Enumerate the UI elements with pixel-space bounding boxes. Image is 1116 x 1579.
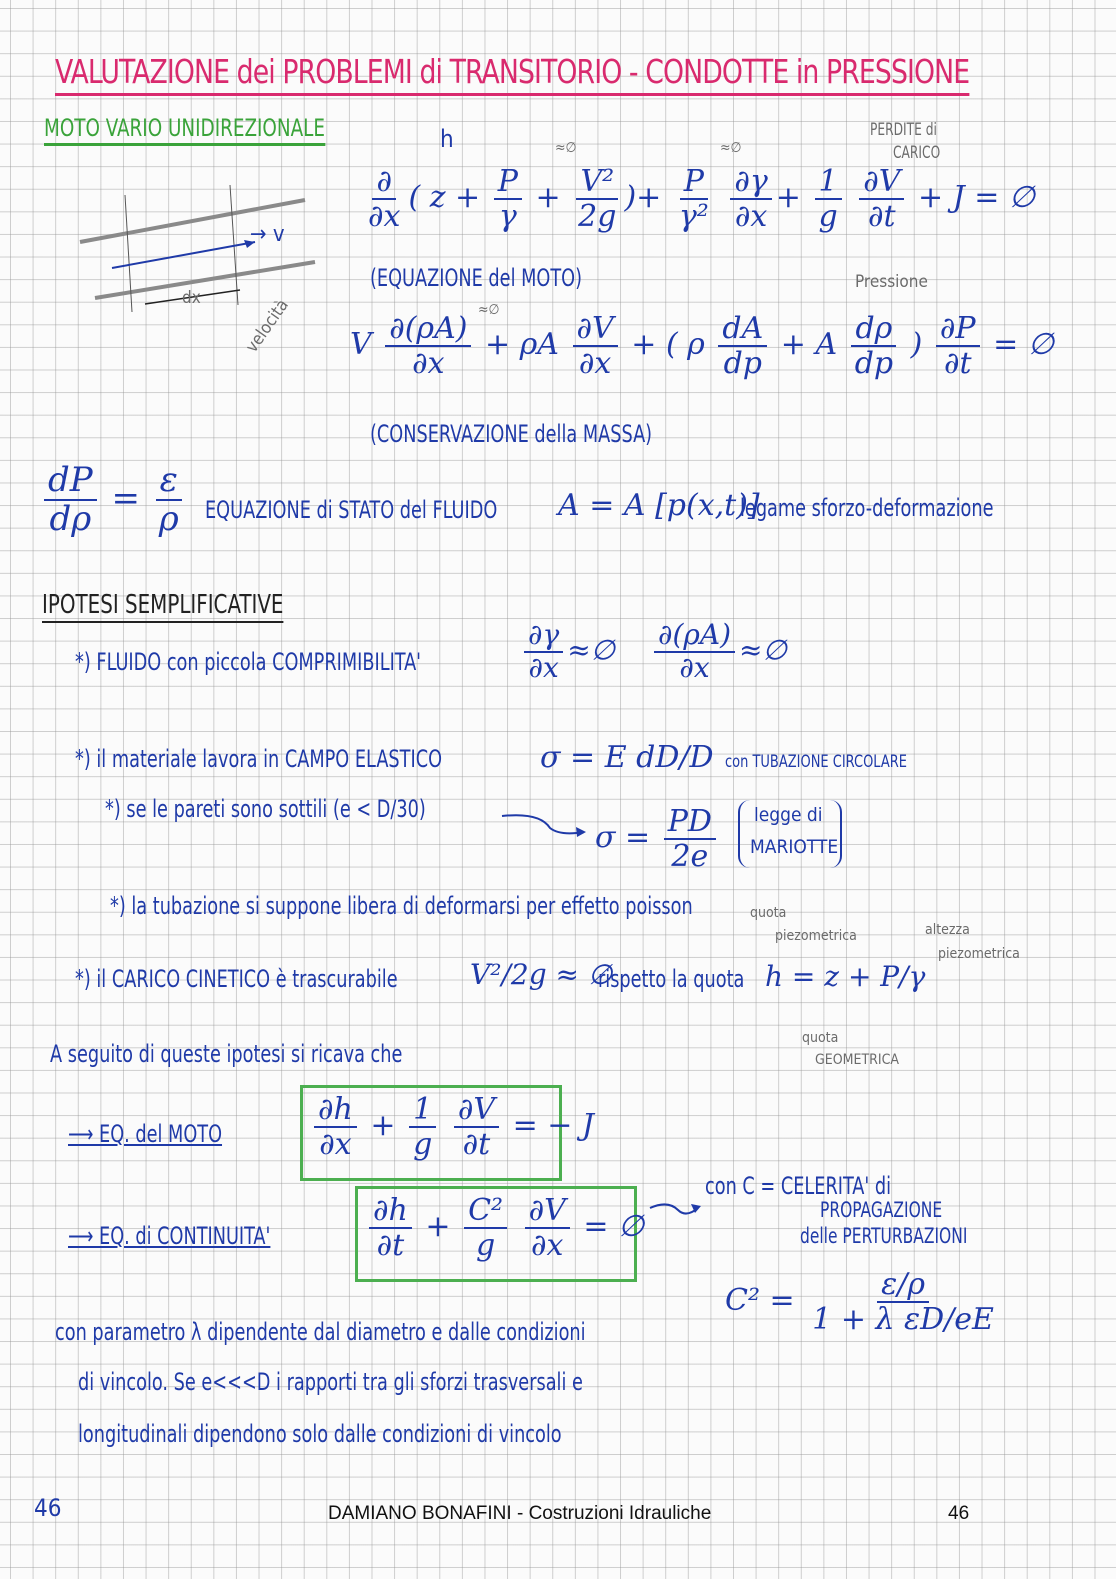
area-relation-label: legame sforzo-deformazione [740,494,994,522]
res-cont-g: g [475,1228,496,1263]
eq-mass-drhoa: ∂(ρA) [385,312,471,347]
approx-zero-note-3: ≈∅ [478,302,500,318]
res-cont-dh: ∂h [369,1194,412,1229]
res-motion-one: 1 [409,1093,436,1128]
closing-line-1: con parametro λ dipendente dal diametro e dalle condizioni [55,1318,586,1346]
mariotte-label-2: MARIOTTE [750,836,839,858]
eq-motion-dx: ∂x [368,199,401,234]
hypothesis-3-formula [595,805,720,873]
eq-mass-drho: dρ [851,312,896,347]
eq-motion-p2: P [680,165,708,200]
approx-zero-note-2: ≈∅ [720,140,742,156]
res-cont-tail: = ∅ [583,1209,645,1244]
quota-geo-note-1: quota [802,1030,839,1046]
hypothesis-2-note: con TUBAZIONE CIRCOLARE [725,752,908,772]
eq-mass-plus-rhoa: + ρA [485,327,559,362]
altezza-note-2: piezometrica [938,946,1020,962]
state-eq-rho: ρ [158,499,179,540]
h1-b-den: ∂x [679,650,710,684]
eq-mass-dv: ∂V [573,312,618,347]
page-title: VALUTAZIONE dei PROBLEMI di TRANSITORIO - CONDOTTE in PRESSIONE [55,52,969,96]
eq-motion-result [310,1093,594,1161]
eq-motion-dgamma: ∂γ [730,165,771,200]
res-motion-dt: ∂t [462,1127,491,1162]
eq-mass-dp2: dp [854,346,894,381]
eq-motion-dx2: ∂x [734,199,768,234]
footer-credit [328,1503,711,1525]
celerity-note-1: con C = CELERITA' di [705,1172,892,1200]
eq-motion-plus: + [535,180,561,215]
hypothesis-5-formula: V²/2g ≈ ∅ [470,958,613,991]
eq-mass-da: dA [718,312,767,347]
eq-motion-dt: ∂t [868,199,896,234]
eq-continuity-result [365,1194,644,1262]
eq-motion-d: ∂ [372,165,396,200]
mariotte-bracket [738,800,842,868]
footer-author: DAMIANO BONAFINI [328,1503,512,1524]
c2-num: ε/ρ [877,1268,929,1303]
eq-mass-v: V [350,327,372,362]
state-eq-equals: = [111,478,140,519]
closing-line-2: di vincolo. Se e<<<D i rapporti tra gli sforzi trasversali e [78,1368,583,1396]
c2-den: 1 + λ εD/eE [812,1302,994,1337]
footer-separator: - [511,1503,529,1524]
footer-page-number: 46 [948,1503,970,1524]
sketch-velocity-label: → v [250,222,285,247]
eq-mass-dx2: ∂x [578,346,612,381]
eq-motion-v2: V² [576,165,618,200]
eq-mass-label: (CONSERVAZIONE della MASSA) [370,420,653,448]
hypothesis-2-formula: σ = E dD/D [540,740,714,775]
hypothesis-4: *) la tubazione si suppone libera di deformarsi per effetto poisson [110,892,693,920]
eq-mass-tail: = ∅ [993,327,1054,362]
eq-motion-gamma: γ [498,199,517,234]
eq-motion-gamma2: γ² [678,199,709,234]
h-brace-label: h [440,125,454,153]
res-cont-c2: C² [464,1194,507,1229]
state-eq-eps: ε [156,462,182,501]
res-motion-plus: + [370,1108,396,1143]
hypotheses-heading: IPOTESI SEMPLIFICATIVE [42,590,283,623]
state-eq-label: EQUAZIONE di STATO del FLUIDO [205,496,498,524]
section-subtitle: MOTO VARIO UNIDIREZIONALE [44,114,325,146]
pressione-annotation: Pressione [855,272,928,292]
h3-den: 2e [671,839,709,874]
arrow-icon [648,1198,704,1222]
carico-label: CARICO [893,143,941,163]
eq-motion-tail: + J = ∅ [917,180,1036,215]
hypothesis-5-tail: rispetto la quota [598,965,745,993]
h1-a-num: ∂γ [524,620,563,653]
eq-mass-dt: ∂t [943,346,972,381]
eq-motion-2g: 2g [578,199,617,234]
celerity-note-2: PROPAGAZIONE [820,1198,943,1222]
hypothesis-2: *) il materiale lavora in CAMPO ELASTICO [75,745,443,773]
h1-a-den: ∂x [528,650,559,684]
velocita-annotation: velocità [242,295,293,357]
piezometric-head-formula: h = z + P/γ [765,960,926,993]
perdite-label: PERDITE di [870,120,937,140]
h1-a-tail: ≈∅ [567,633,616,667]
eq-motion-g: g [818,199,838,234]
res-cont-dt: ∂t [376,1228,405,1263]
hypothesis-1: *) FLUIDO con piccola COMPRIMIBILITA' [75,648,422,676]
h3-num: PD [664,805,716,840]
hypothesis-5: *) il CARICO CINETICO è trascurabile [75,965,398,993]
state-equation [40,462,187,539]
mariotte-label-1: legge di [754,804,823,826]
h3-sigma: σ = [595,820,651,855]
eq-mass-dp: dp [723,346,763,381]
res-cont-plus: + [425,1209,451,1244]
equation-of-mass [350,312,1054,380]
eq-motion-result-label: ⟶ EQ. del MOTO [68,1120,223,1148]
res-motion-dx: ∂x [319,1127,352,1162]
eq-motion-one: 1 [815,165,842,200]
state-eq-drho: dρ [49,499,92,540]
area-relation: A = A [p(x,t)] [558,488,760,523]
hypothesis-3: *) se le pareti sono sottili (e < D/30) [105,795,426,823]
closing-line-3: longitudinali dipendono solo dalle condizioni di vincolo [78,1420,562,1448]
eq-motion-label: (EQUAZIONE del MOTO) [370,264,582,292]
quota-piez-note-1: quota [750,905,787,921]
equation-of-motion: $\frac{\partial}{\partial x}$ ( z + $\frac{P}{\gamma}$ + $\frac{\text{V²}}{2g}$ )+ $\frac{P}{\text{γ²}}$ $\frac{\partial\gamma}{\partial x}$ + $\frac{1}{g}$ $\frac{\partial V}{\partial t}$ + J = ∅ [360,165,1035,233]
sketch-dx-label: dx [182,288,201,308]
res-cont-dv: ∂V [525,1194,570,1229]
eq-motion-p: P [494,165,522,200]
hypothesis-1-formula-a [520,620,615,684]
eq-motion-dv: ∂V [859,165,904,200]
h1-b-num: ∂(ρA) [654,620,735,653]
res-cont-dx: ∂x [530,1228,564,1263]
c2-lhs: C² = [725,1283,795,1318]
handwritten-page-number: 46 [34,1494,62,1522]
res-motion-dv: ∂V [454,1093,499,1128]
eq-motion-z: z + [429,180,481,215]
celerity-formula [725,1268,1002,1336]
quota-piez-note-2: piezometrica [775,928,857,944]
results-intro: A seguito di queste ipotesi si ricava che [50,1040,403,1068]
eq-continuity-result-label: ⟶ EQ. di CONTINUITA' [68,1222,271,1250]
eq-mass-paren-open: + ( ρ [631,327,705,362]
res-motion-dh: ∂h [314,1093,357,1128]
eq-mass-paren-close: ) [910,327,923,362]
celerity-note-3: delle PERTURBAZIONI [800,1224,968,1248]
altezza-note-1: altezza [925,922,970,938]
hypothesis-1-formula-b [650,620,787,684]
footer-course: Costruzioni Idrauliche [528,1503,712,1524]
eq-mass-dbigp: ∂P [936,312,980,347]
approx-zero-note-1: ≈∅ [555,140,577,156]
arrow-icon [500,810,590,840]
res-motion-tail: = − J [512,1108,594,1143]
res-motion-g: g [413,1127,433,1162]
eq-mass-dx: ∂x [412,346,445,381]
h1-b-tail: ≈∅ [739,633,787,667]
eq-mass-plus-a: + A [780,327,838,362]
quota-geo-note-2: GEOMETRICA [815,1052,900,1068]
state-eq-dp: dP [44,462,97,501]
